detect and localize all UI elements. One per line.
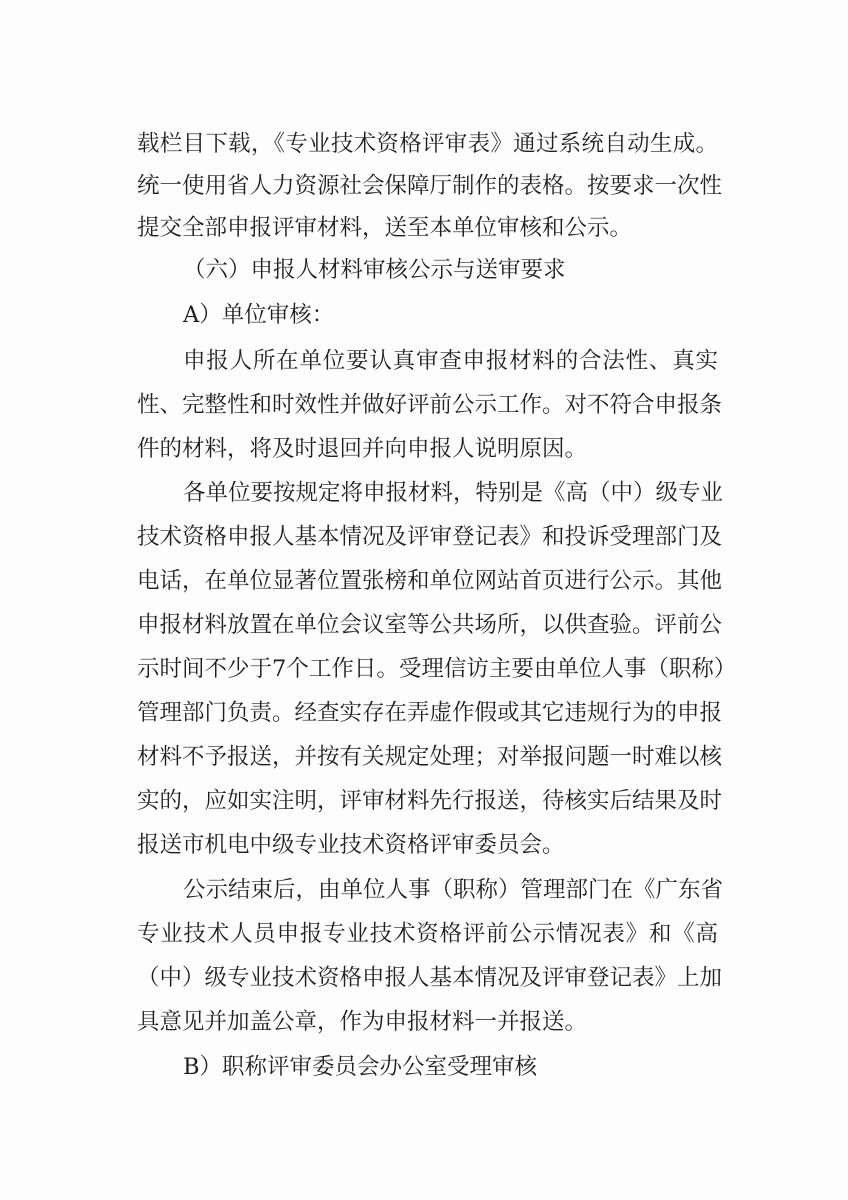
body-line-3: 提交全部申报评审材料，送至本单位审核和公示。 — [137, 215, 633, 241]
body-line-15: 材料不予报送，并按有关规定处理；对举报问题一时难以核 — [137, 744, 723, 770]
body-line-10: 技术资格申报人基本情况及评审登记表》和投诉受理部门及 — [137, 524, 723, 550]
body-line-20: （中）级专业技术资格申报人基本情况及评审登记表》上加 — [137, 965, 723, 991]
body-line-1: 载栏目下载，《专业技术资格评审表》通过系统自动生成。 — [137, 131, 718, 157]
body-line-12: 申报材料放置在单位会议室等公共场所，以供查验。评前公 — [137, 612, 723, 638]
body-line-7: 性、完整性和时效性并做好评前公示工作。对不符合申报条 — [137, 392, 723, 418]
subheading-b-committee-review: B）职称评审委员会办公室受理审核 — [183, 1054, 538, 1080]
body-line-8: 件的材料，将及时退回并向申报人说明原因。 — [137, 436, 588, 462]
body-line-11: 电话，在单位显著位置张榜和单位网站首页进行公示。其他 — [137, 568, 723, 594]
body-line-13: 示时间不少于7个工作日。受理信访主要由单位人事（职称） — [137, 656, 737, 682]
body-line-21: 具意见并加盖公章，作为申报材料一并报送。 — [137, 1009, 588, 1035]
body-line-18: 公示结束后，由单位人事（职称）管理部门在《广东省 — [183, 877, 724, 903]
body-line-19: 专业技术人员申报专业技术资格评前公示情况表》和《高 — [137, 921, 718, 947]
body-line-2: 统一使用省人力资源社会保障厅制作的表格。按要求一次性 — [137, 173, 723, 199]
subheading-a-unit-review: A）单位审核： — [183, 302, 335, 328]
body-line-9: 各单位要按规定将申报材料，特别是《高（中）级专业 — [183, 480, 724, 506]
body-line-17: 报送市机电中级专业技术资格评审委员会。 — [137, 832, 565, 858]
body-line-6: 申报人所在单位要认真审查申报材料的合法性、真实 — [183, 348, 718, 374]
section-heading-6: （六）申报人材料审核公示与送审要求 — [183, 257, 566, 283]
body-line-14: 管理部门负责。经查实存在弄虚作假或其它违规行为的申报 — [137, 700, 723, 726]
body-line-16: 实的，应如实注明，评审材料先行报送，待核实后结果及时 — [137, 788, 723, 814]
